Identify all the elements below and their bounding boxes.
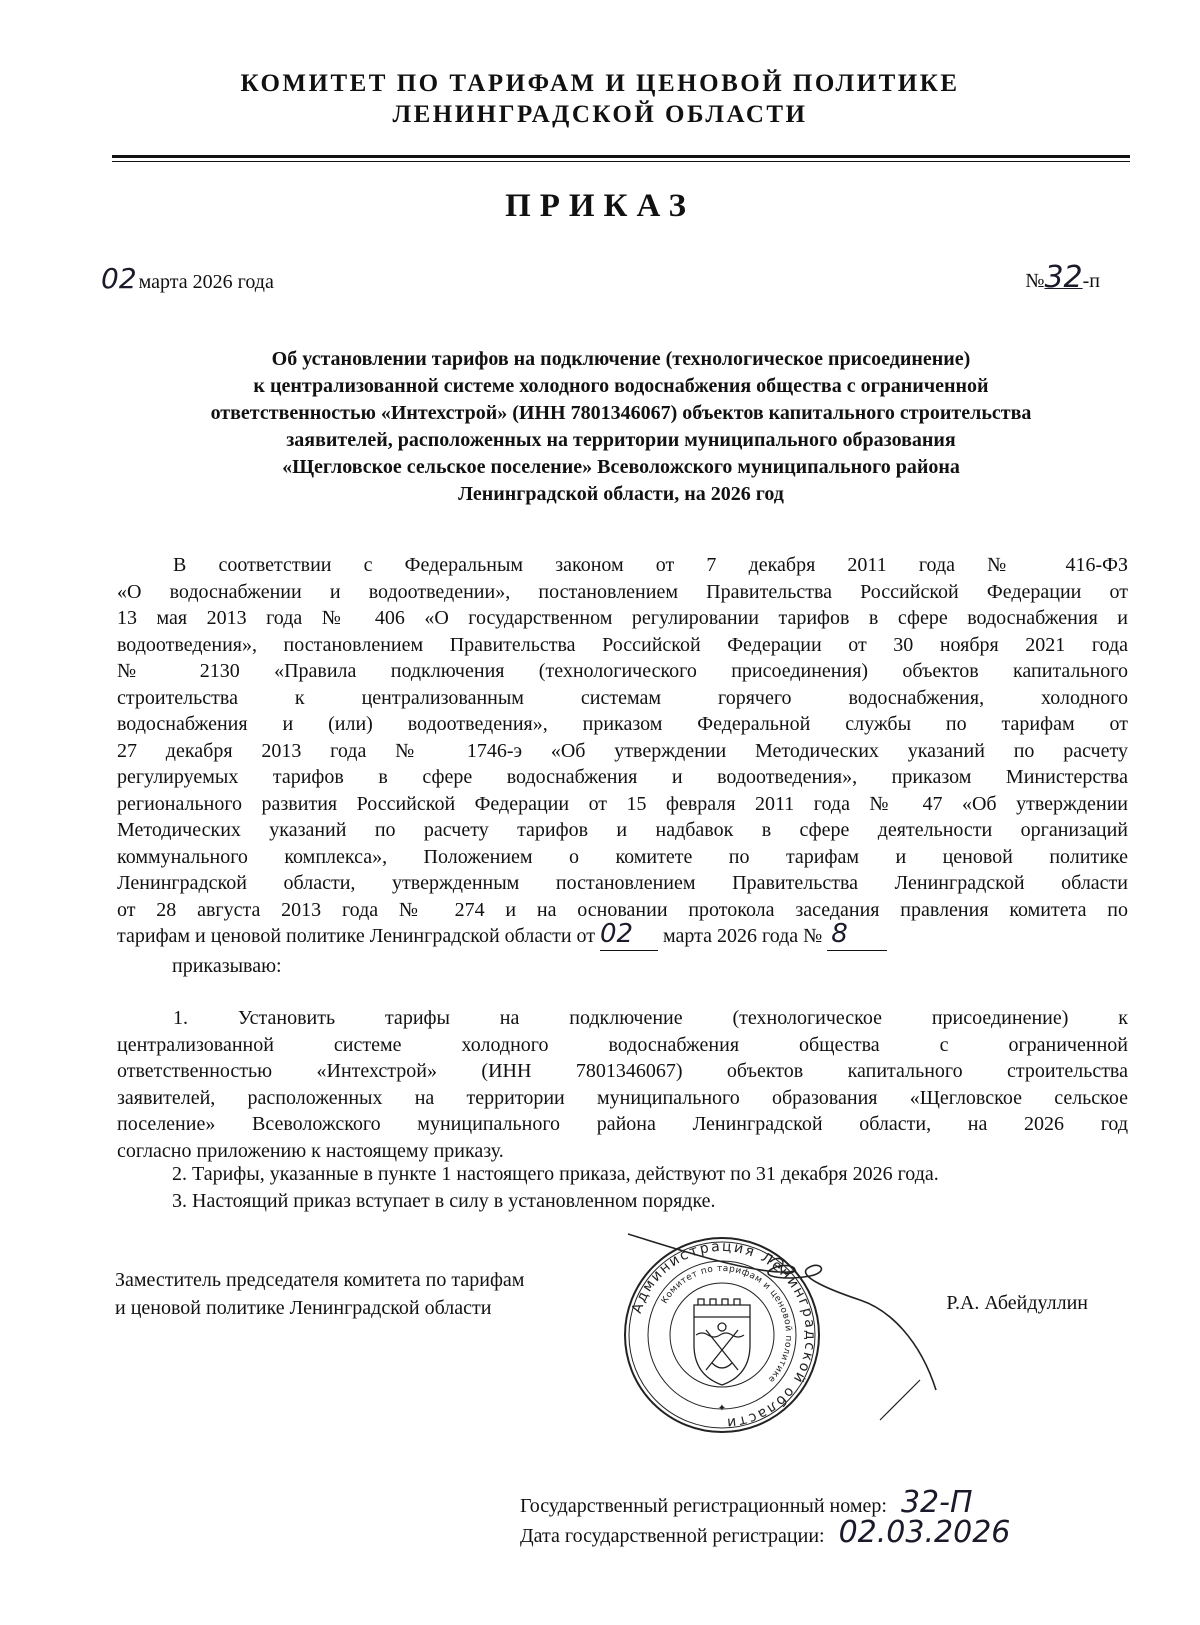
handwritten-number: 32 (1044, 260, 1083, 295)
seal-inner-text: Комитет по тарифам и ценовой политике (659, 1263, 794, 1385)
basis-line: водоснабжения и (или) водоотведения», приказом Федеральной службы по тарифам от (117, 713, 1128, 735)
basis-last-middle: марта 2026 года № (663, 925, 823, 947)
org-name-line2: ЛЕНИНГРАДСКОЙ ОБЛАСТИ (392, 101, 808, 128)
basis-line: В соответствии с Федеральным законом от 7 декабря 2011 года № 416-ФЗ (173, 554, 1128, 576)
order-subject (112, 346, 1130, 508)
org-name-line1: КОМИТЕТ ПО ТАРИФАМ И ЦЕНОВОЙ ПОЛИТИКЕ (240, 70, 960, 97)
handwritten-day: 02 (101, 262, 137, 295)
order-date (101, 262, 274, 295)
protocol-number-field (827, 919, 887, 951)
signer-position-line: и ценовой политике Ленинградской области (115, 1297, 492, 1319)
registration-number-handwritten: 32-П (900, 1485, 973, 1520)
item1-line: 1. Установить тарифы на подключение (технологическое присоединение) к (173, 1007, 1128, 1029)
signer-position (115, 1266, 524, 1322)
subject-line: Ленинградской области, на 2026 год (458, 483, 784, 505)
registration-date-label: Дата государственной регистрации: (520, 1525, 825, 1547)
registration-number-label: Государственный регистрационный номер: (520, 1495, 887, 1517)
number-prefix: № (1025, 270, 1045, 292)
number-suffix: -п (1082, 270, 1100, 292)
document-type-title: ПРИКАЗ (505, 188, 695, 224)
signer-name: Р.А. Абейдуллин (946, 1292, 1088, 1314)
protocol-day-handwritten: 02 (600, 919, 634, 949)
seal-outer-text: Администрация Ленинградской области (629, 1238, 819, 1432)
item1-line: согласно приложению к настоящему приказу. (117, 1139, 504, 1162)
order-item-3: 3. Настоящий приказ вступает в силу в установленном порядке. (172, 1190, 716, 1212)
basis-line: «О водоснабжении и водоотведении», постановлением Правительства Российской Федерации от (117, 580, 1128, 603)
signer-position-line: Заместитель председателя комитета по тарифам (115, 1269, 525, 1291)
signature-scribble (620, 1230, 940, 1430)
basis-line: № 2130 «Правила подключения (технологического присоединения) объектов капитального (117, 660, 1128, 682)
subject-line: к централизованной системе холодного водоснабжения общества с ограниченной (253, 375, 989, 397)
subject-line: Об установлении тарифов на подключение (технологическое присоединение) (271, 348, 971, 370)
date-text: марта 2026 года (138, 271, 274, 293)
order-number (1025, 260, 1100, 295)
basis-last-line (117, 919, 1128, 950)
basis-line: 13 мая 2013 года № 406 «О государственном регулировании тарифов в сфере водоснабжения и (117, 607, 1128, 629)
order-item-2: 2. Тарифы, указанные в пункте 1 настоящего приказа, действуют по 31 декабря 2026 года. (172, 1163, 939, 1185)
order-word: приказываю: (172, 955, 282, 977)
protocol-number-handwritten: 8 (831, 919, 848, 949)
subject-line: заявителей, расположенных на территории муниципального образования (286, 429, 956, 451)
header-rule-thin (112, 161, 1130, 162)
basis-line: коммунального комплекса», Положением о комитете по тарифам и ценовой политике (117, 845, 1128, 868)
registration-date (520, 1515, 1010, 1550)
basis-line: Ленинградской области, утвержденным постановлением Правительства Ленинградской области (117, 872, 1128, 894)
subject-line: «Щегловское сельское поселение» Всеволожского муниципального района (282, 456, 960, 478)
basis-line: Методических указаний по расчету тарифов и надбавок в сфере деятельности организаций (117, 819, 1128, 841)
registration-date-handwritten: 02.03.2026 (838, 1515, 1011, 1550)
item1-line: централизованной системе холодного водоснабжения общества с ограниченной (117, 1033, 1128, 1056)
svg-text:✦: ✦ (717, 1403, 727, 1414)
basis-last-prefix: тарифам и ценовой политике Ленинградской области от (117, 925, 595, 947)
item1-line: ответственностью «Интехстрой» (ИНН 7801346067) объектов капитального строительства (117, 1060, 1128, 1082)
basis-line: водоотведения», постановлением Правительства Российской Федерации от 30 ноября 2021 года (117, 633, 1128, 656)
subject-line: ответственностью «Интехстрой» (ИНН 7801346067) объектов капитального строительства (210, 402, 1032, 424)
item1-line: поселение» Всеволожского муниципального района Ленинградской области, на 2026 год (117, 1113, 1128, 1135)
basis-line: регулируемых тарифов в сфере водоснабжения и водоотведения», приказом Министерства (117, 766, 1128, 788)
basis-line: 27 декабря 2013 года № 1746-э «Об утверждении Методических указаний по расчету (117, 739, 1128, 762)
basis-line: от 28 августа 2013 года № 274 и на основании протокола заседания правления комитета по (117, 898, 1128, 921)
legal-basis-paragraph (117, 552, 1128, 950)
header-rule-thick (112, 155, 1130, 158)
basis-line: регионального развития Российской Федерации от 15 февраля 2011 года № 47 «Об утверждении (117, 792, 1128, 815)
item1-line: заявителей, расположенных на территории муниципального образования «Щегловское сельское (117, 1086, 1128, 1109)
order-item-1 (117, 1005, 1128, 1164)
basis-line: строительства к централизованным системам горячего водоснабжения, холодного (117, 686, 1128, 709)
protocol-date-field (600, 919, 658, 951)
